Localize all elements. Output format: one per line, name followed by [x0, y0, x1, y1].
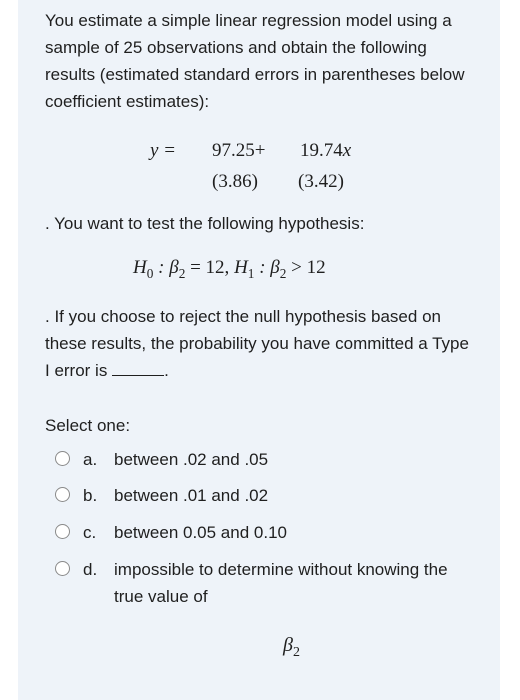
equation-slope: 19.74x [300, 140, 352, 161]
option-d-beta-symbol: $\beta_2$ [283, 634, 300, 660]
option-a-letter: a. [83, 450, 98, 469]
question-body: . If you choose to reject the null hypothesis based on these results, the probability you have committed a Type I error is . [45, 307, 469, 380]
hypothesis-statement: $H_0$ : $\beta_2 = 12$, $H_1$ : $\beta_2 > 12$ [133, 257, 326, 281]
option-c-text: between 0.05 and 0.10 [114, 523, 287, 542]
standard-error-slope: (3.42) [298, 171, 344, 192]
option-b-text: between .01 and .02 [114, 486, 269, 505]
option-d-text: impossible to determine without knowing the true value of [114, 560, 448, 606]
standard-error-intercept: (3.86) [212, 171, 258, 192]
option-d-radio[interactable] [55, 561, 70, 576]
option-d-letter: d. [83, 560, 98, 579]
option-a-radio[interactable] [55, 451, 70, 466]
equation-intercept: 97.25+ [212, 140, 266, 161]
hypothesis-intro: . You want to test the following hypothesis: [45, 214, 365, 233]
equation-lhs: y = [150, 140, 177, 161]
option-c-radio[interactable] [55, 524, 70, 539]
option-c-letter: c. [83, 523, 97, 542]
option-b-radio[interactable] [55, 487, 70, 502]
answer-blank [112, 361, 164, 376]
option-a-text: between .02 and .05 [114, 450, 269, 469]
question-intro: You estimate a simple linear regression model using a sample of 25 observations and obtain the following results (estimated standard errors in parentheses below coefficient estimates): [45, 11, 465, 111]
option-b-letter: b. [83, 486, 98, 505]
select-one-label: Select one: [45, 416, 131, 435]
